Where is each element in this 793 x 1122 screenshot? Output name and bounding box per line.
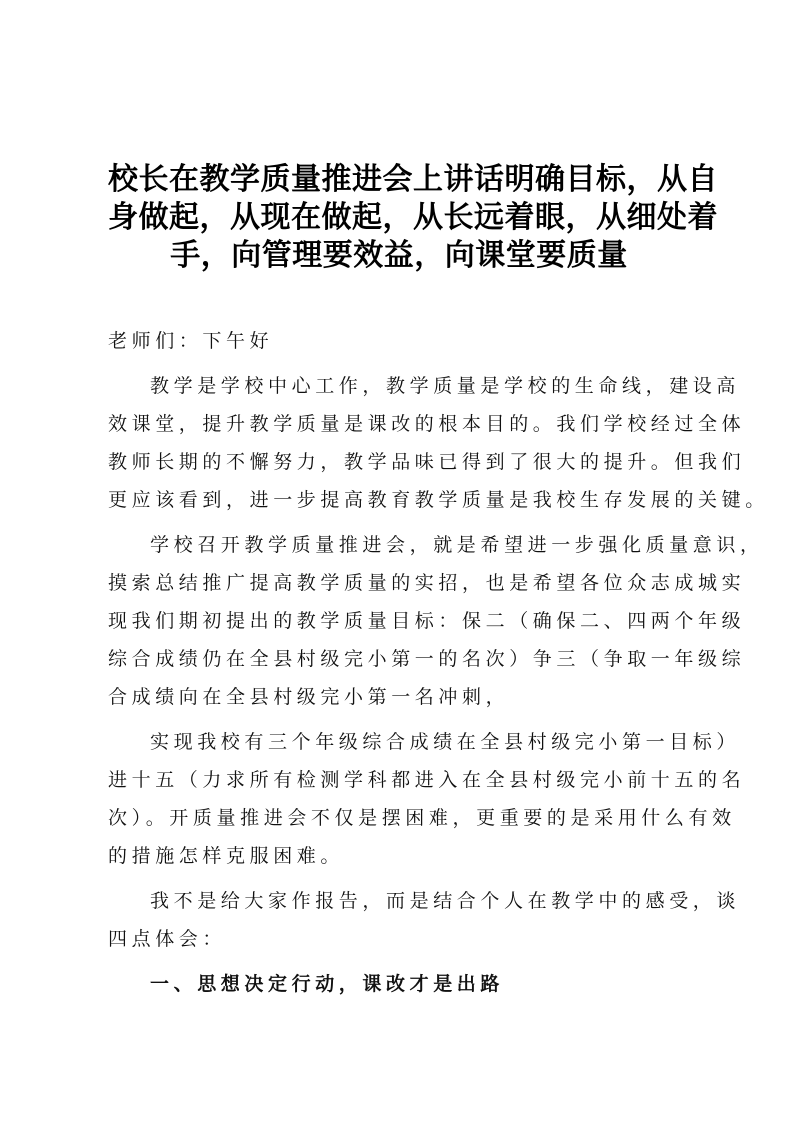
section-heading: 一、思想决定行动，课改才是出路 [150,973,505,995]
text-line: 教师长期的不懈努力，教学品味已得到了很大的提升。但我们 [108,451,746,473]
text-line: 综合成绩仍在全县村级完小第一的名次）争三（争取一年级综 [108,648,746,670]
text-line: 实现我校有三个年级综合成绩在全县村级完小第一目标） [150,731,741,753]
text-line: 进十五（力求所有检测学科都进入在全县村级完小前十五的名 [108,769,746,791]
text-line: 教学是学校中心工作，教学质量是学校的生命线，建设高 [150,375,741,397]
title-line: 校长在教学质量推进会上讲话明确目标，从自 [108,162,718,197]
text-line: 的措施怎样克服困难。 [108,845,345,867]
paragraph-1 [108,367,769,519]
paragraph-3 [108,723,746,875]
title-line: 手，向管理要效益，向课堂要质量 [170,238,628,273]
text-line: 次）。开质量推进会不仅是摆困难，更重要的是采用什么有效 [108,807,736,829]
greeting: 老师们：下午好 [108,330,274,352]
text-line: 摸索总结推广提高教学质量的实招，也是希望各位众志成城实 [108,572,746,594]
document-title [108,161,718,275]
text-line: 合成绩向在全县村级完小第一名冲刺， [108,686,510,708]
text-line: 更应该看到，进一步提高教育教学质量是我校生存发展的关键。 [108,489,769,511]
paragraph-2 [108,526,764,716]
text-line: 学校召开教学质量推进会，就是希望进一步强化质量意识， [150,534,764,556]
text-line: 效课堂，提升教学质量是课改的根本目的。我们学校经过全体 [108,413,746,435]
text-line: 现我们期初提出的教学质量目标：保二（确保二、四两个年级 [108,610,746,632]
text-line: 四点体会： [108,928,227,950]
text-line: 我不是给大家作报告，而是结合个人在教学中的感受，谈 [150,890,741,912]
title-line: 身做起，从现在做起，从长远着眼，从细处着 [108,200,718,235]
document-body [108,322,769,1003]
paragraph-4 [108,882,741,958]
